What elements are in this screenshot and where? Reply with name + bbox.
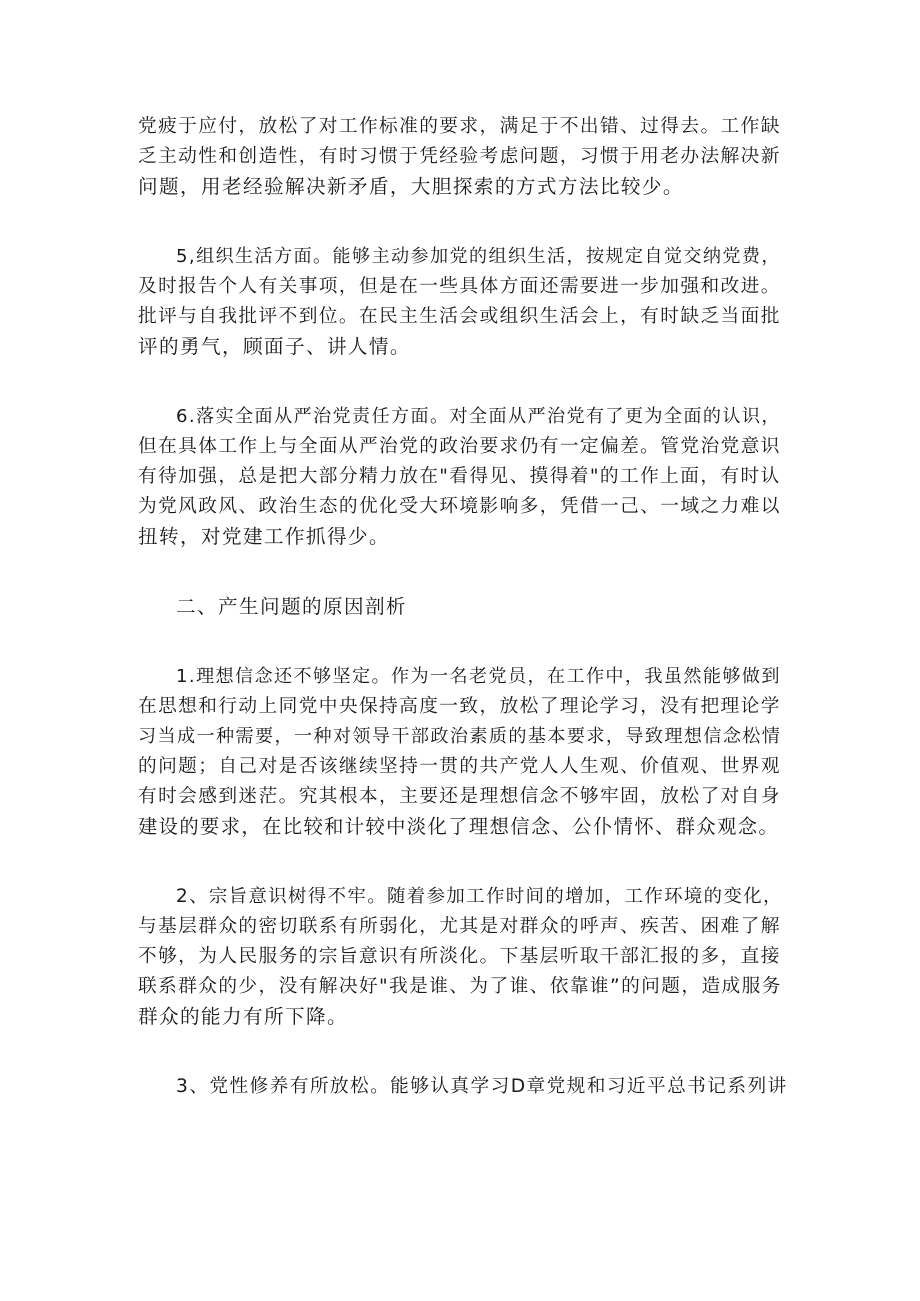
text-line: 在思想和行动上同党中央保持高度一致，放松了理论学习，没有把理论学	[138, 696, 781, 717]
text-line: 群众的能力有所下降。	[138, 1005, 348, 1028]
text-line: 有待加强，总是把大部分精力放在"看得见、摸得着"的工作上面，有时认	[138, 466, 781, 487]
text-line: 6.落实全面从严治党责任方面。对全面从严治党有了更为全面的认识，	[176, 406, 781, 427]
text-line: 联系群众的少，没有解决好"我是谁、为了谁、依靠谁”的问题，造成服务	[138, 976, 782, 997]
text-line: 5,组织生活方面。能够主动参加党的组织生活，按规定自觉交纳党费，	[176, 246, 781, 267]
text-line: 党疲于应付，放松了对工作标准的要求，满足于不出错、过得去。工作缺	[138, 116, 781, 137]
text-line: 批评与自我批评不到位。在民主生活会或组织生活会上，有时缺乏当面批	[138, 306, 781, 327]
text-line: 问题，用老经验解决新矛盾，大胆探索的方式方法比较少。	[138, 175, 684, 198]
text-line: 但在具体工作上与全面从严治党的政治要求仍有一定偏差。管党治党意识	[138, 436, 781, 457]
section-heading-text: 二、产生问题的原因剖析	[176, 595, 407, 618]
text-line: 的问题；自己对是否该继续坚持一贯的共产党人人生观、价值观、世界观	[138, 756, 781, 777]
paragraph-organizational-life	[138, 242, 788, 362]
text-line: 乏主动性和创造性，有时习惯于凭经验考虑问题，习惯于用老办法解决新	[138, 146, 781, 167]
text-line: 评的勇气，顾面子、讲人情。	[138, 335, 411, 358]
text-line: 扭转，对党建工作抓得少。	[138, 525, 390, 548]
document-body	[138, 112, 788, 1102]
paragraph-party-governance	[138, 402, 788, 552]
text-line: 1.理想信念还不够坚定。作为一名老党员，在工作中，我虽然能够做到	[176, 666, 781, 687]
text-line: 建设的要求，在比较和计较中淡化了理想信念、公仆情怀、群众观念。	[138, 815, 780, 838]
paragraph-ideals-beliefs	[138, 662, 788, 842]
text-line: 不够，为人民服务的宗旨意识有所淡化。下基层听取干部汇报的多，直接	[138, 946, 781, 967]
text-line: 2、宗旨意识树得不牢。随着参加工作时间的增加，工作环境的变化，	[176, 886, 783, 907]
text-line: 习当成一种需要，一种对领导干部政治素质的基本要求，导致理想信念松情	[138, 726, 782, 747]
text-line: 与基层群众的密切联系有所弱化，尤其是对群众的呼声、疾苦、困难了解	[138, 916, 781, 937]
text-line: 为党风政风、政治生态的优化受大环境影响多，凭借一己、一域之力难以	[138, 496, 781, 517]
paragraph-purpose-awareness	[138, 882, 788, 1032]
text-line: 及时报告个人有关事项，但是在一些具体方面还需要进一步加强和改进。	[138, 276, 781, 297]
text-line: 有时会感到迷茫。究其根本，主要还是理想信念不够牢固，放松了对自身	[138, 786, 781, 807]
section-heading	[138, 592, 788, 622]
paragraph-party-spirit	[138, 1072, 788, 1102]
paragraph-work-attitude-continued	[138, 112, 788, 202]
text-line: 3、党性修养有所放松。能够认真学习D章党规和习近平总书记系列讲	[176, 1076, 788, 1097]
